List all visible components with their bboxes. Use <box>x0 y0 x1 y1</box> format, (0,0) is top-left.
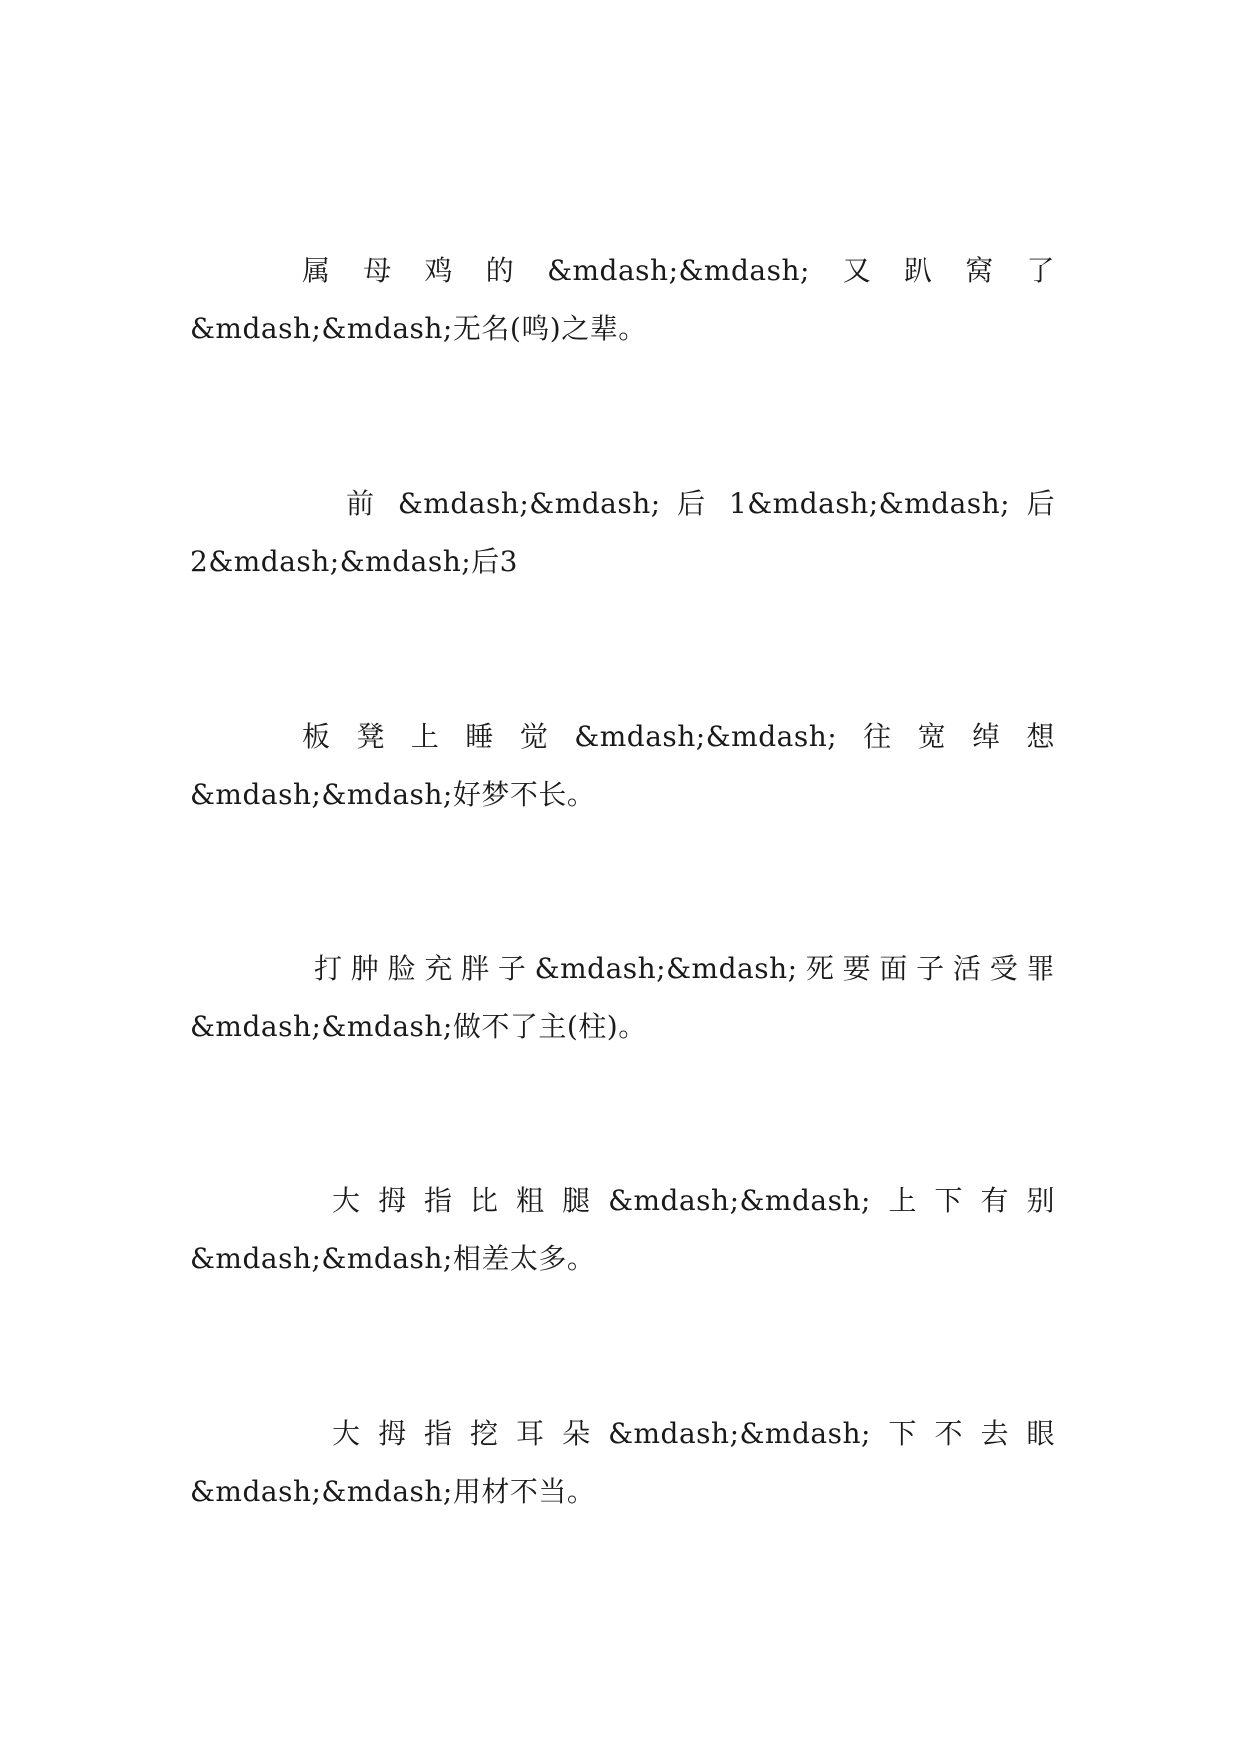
paragraph-2: 前 &mdash;&mdash; 后 1&mdash;&mdash; 后2&mdash;&mdash;后3 <box>190 487 1055 578</box>
paragraph-6: 大拇指挖耳朵&mdash;&mdash;下不去眼&mdash;&mdash;用材不当。 <box>190 1417 1055 1508</box>
paragraph-4: 打肿脸充胖子&mdash;&mdash;死要面子活受罪&mdash;&mdash;做不了主(柱)。 <box>190 952 1055 1043</box>
paragraph-5: 大拇指比粗腿&mdash;&mdash;上下有别&mdash;&mdash;相差太多。 <box>190 1184 1055 1275</box>
paragraph-3: 板凳上睡觉&mdash;&mdash;往宽绰想&mdash;&mdash;好梦不长。 <box>190 720 1055 811</box>
paragraph-1: 属母鸡的&mdash;&mdash;又趴窝了&mdash;&mdash;无名(鸣)之辈。 <box>190 254 1055 345</box>
